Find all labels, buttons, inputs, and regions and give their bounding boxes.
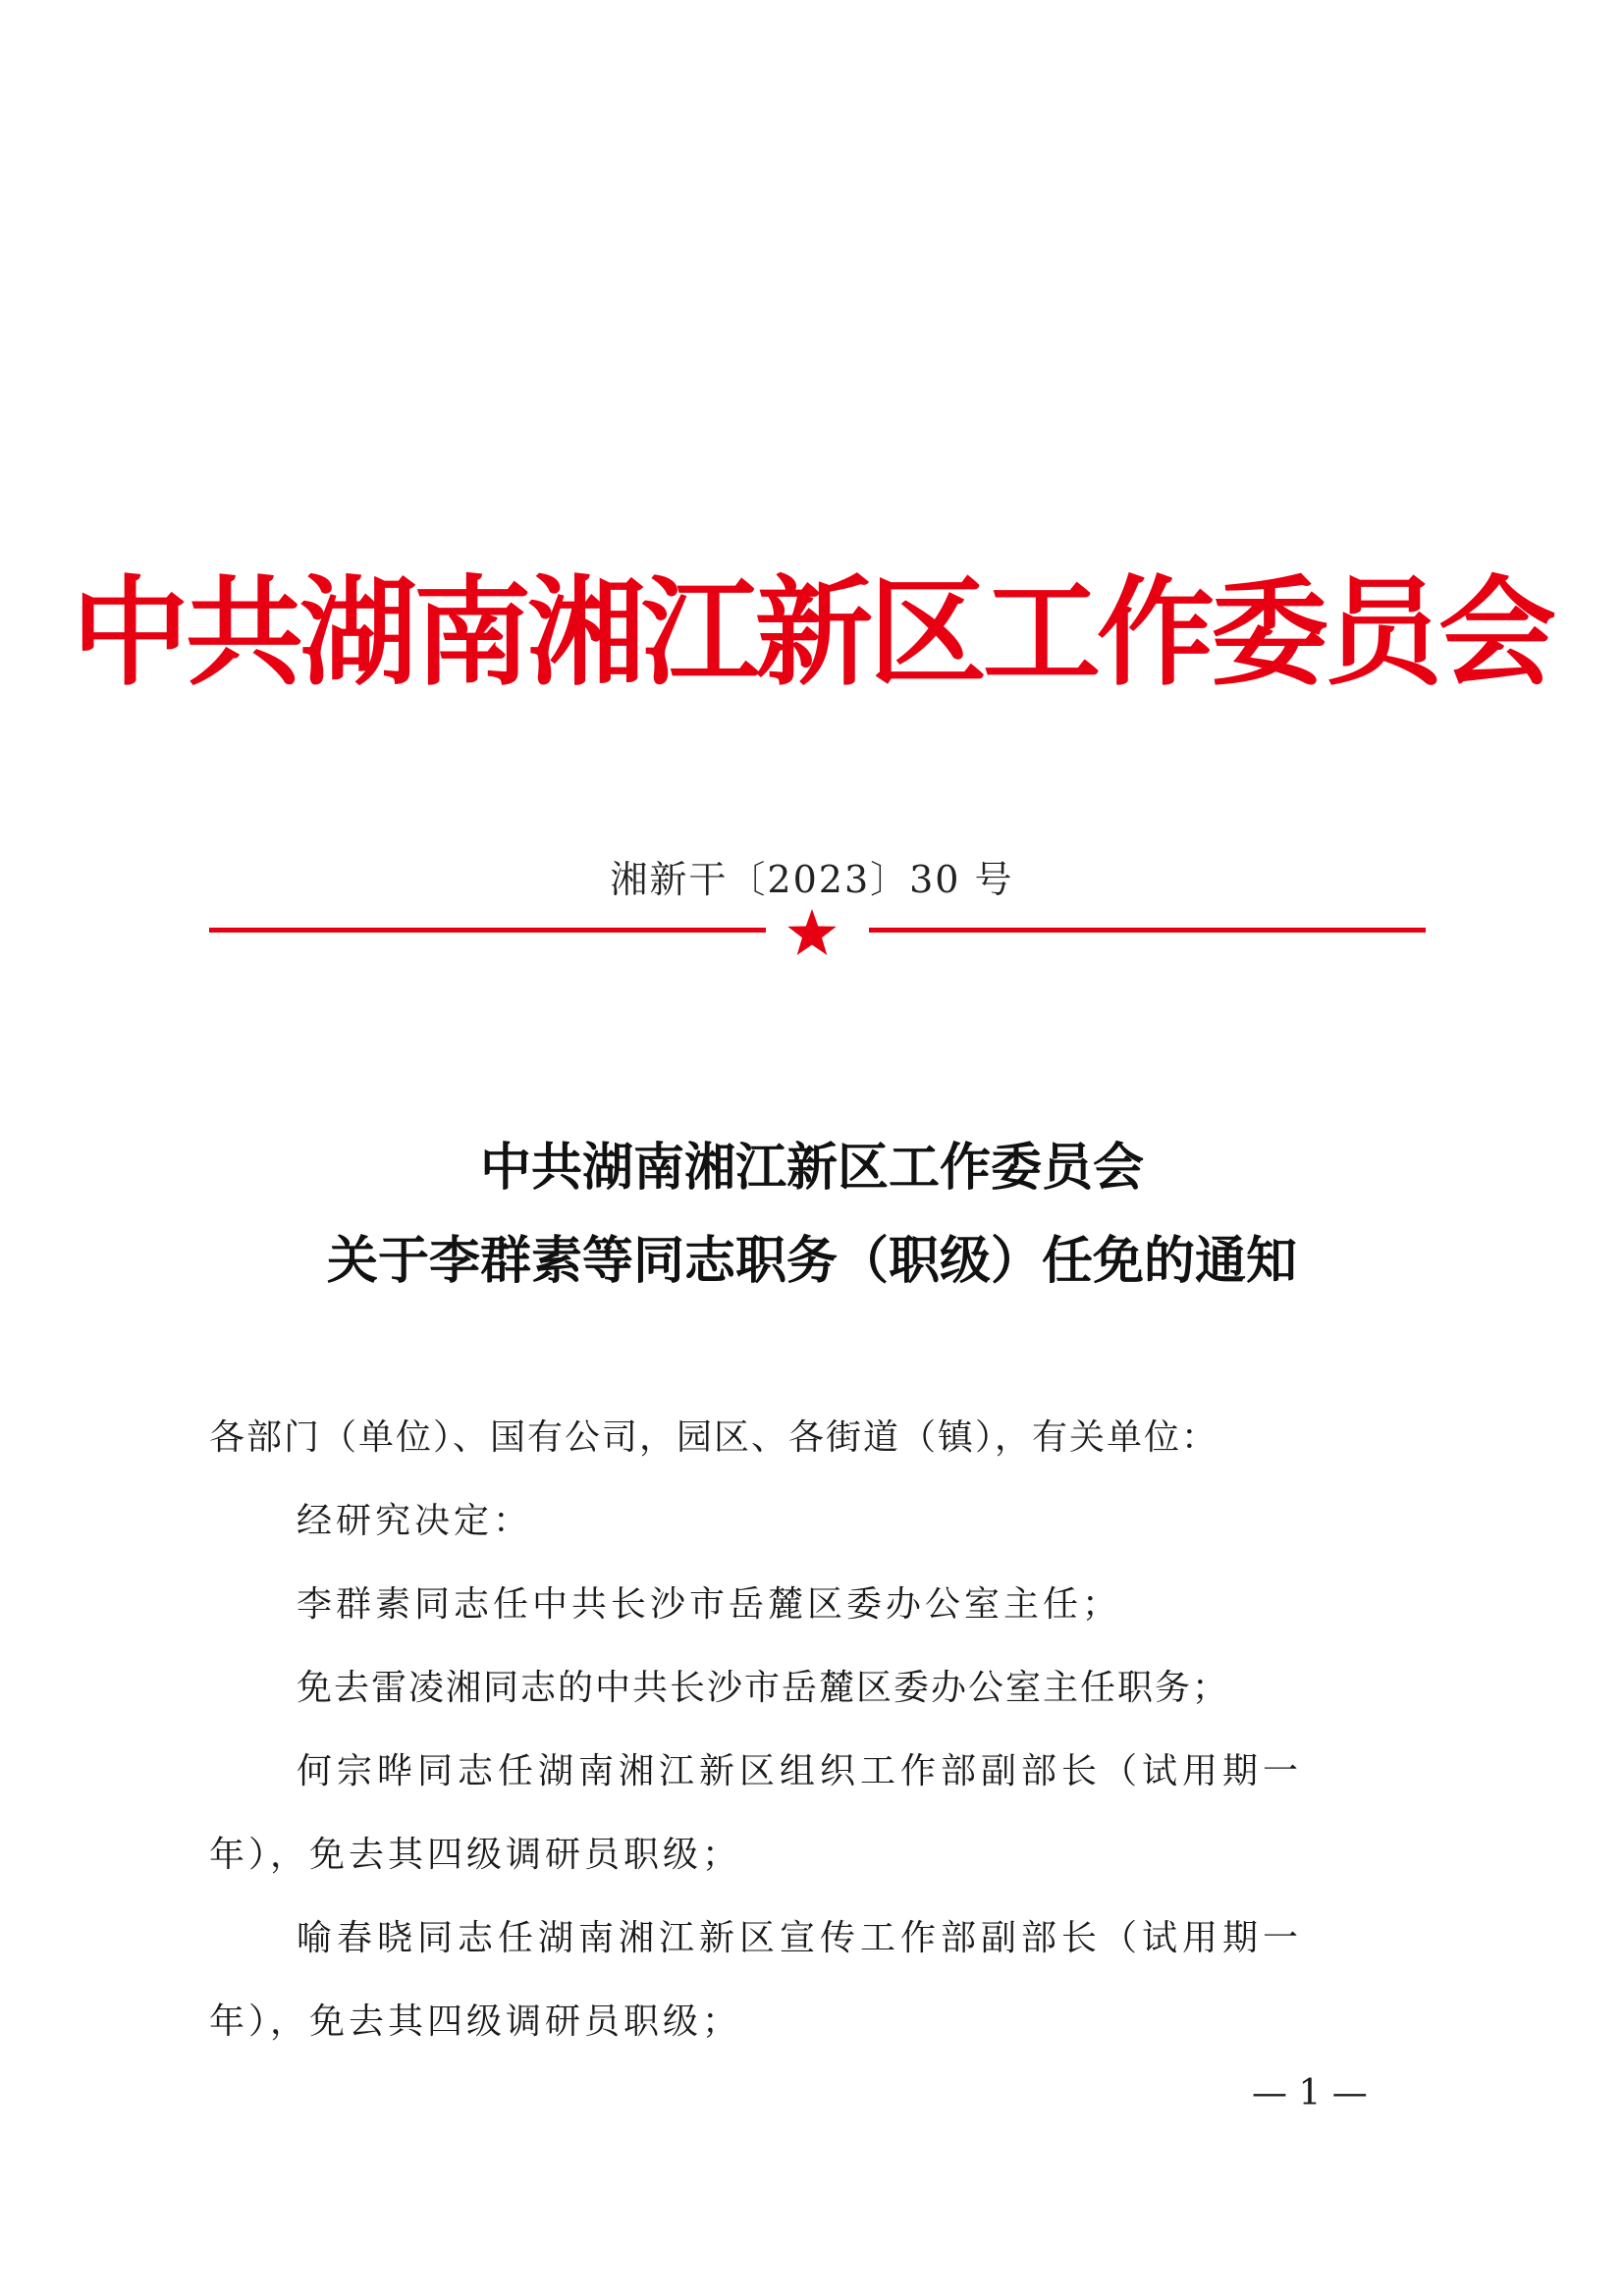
red-divider-left xyxy=(209,928,766,933)
body-paragraph-continuation: 年），免去其四级调研员职级； xyxy=(209,2002,742,2042)
body-paragraph: 免去雷凌湘同志的中共长沙市岳麓区委办公室主任职务； xyxy=(297,1668,1230,1708)
document-title-line-2: 关于李群素等同志职务（职级）任免的通知 xyxy=(326,1231,1297,1291)
body-paragraph-continuation: 年），免去其四级调研员职级； xyxy=(209,1835,742,1875)
issuer-red-header: 中共湖南湘江新区工作委员会 xyxy=(72,563,1552,702)
body-paragraph: 李群素同志任中共长沙市岳麓区委办公室主任； xyxy=(297,1584,1122,1625)
body-paragraph: 经研究决定： xyxy=(297,1501,533,1541)
body-paragraph: 何宗晔同志任湖南湘江新区组织工作部副部长（试用期一 xyxy=(297,1751,1304,1791)
document-title-line-1: 中共湖南湘江新区工作委员会 xyxy=(479,1138,1144,1198)
document-number: 湘新干〔2023〕30 号 xyxy=(610,858,1014,901)
star-icon-shape xyxy=(787,909,837,955)
body-paragraph: 喻春晓同志任湖南湘江新区宣传工作部副部长（试用期一 xyxy=(297,1918,1304,1958)
star-icon xyxy=(786,908,838,957)
recipients-line: 各部门（单位）、国有公司，园区、各街道（镇），有关单位： xyxy=(209,1417,1219,1458)
page-number: — 1 — xyxy=(1252,2073,1368,2113)
red-divider-right xyxy=(869,928,1426,933)
